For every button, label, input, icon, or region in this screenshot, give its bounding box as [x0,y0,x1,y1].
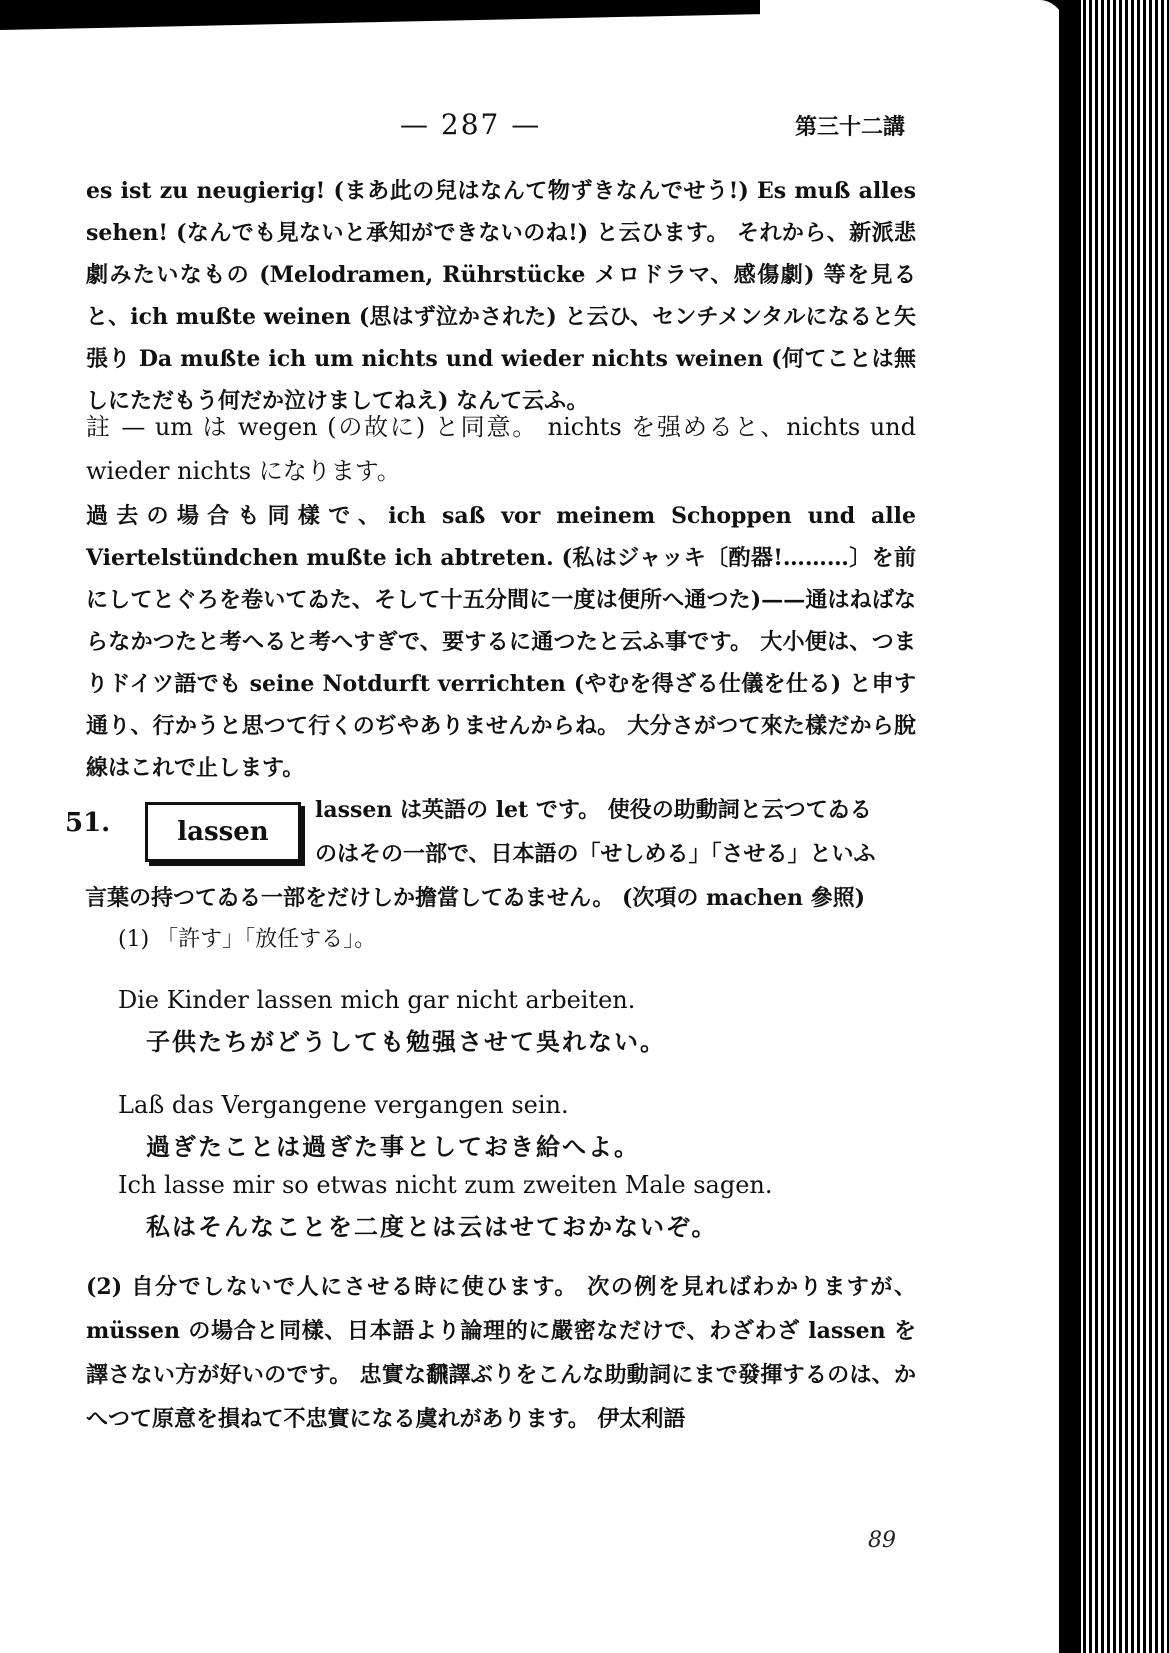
note-text: 註 — um は wegen (の故に) と同意。 nichts を强めると、nichts und wieder nichts になります。 [86,413,916,485]
section-number: 51. [65,808,111,838]
section-intro [315,788,915,876]
section-intro-line2: のはその一部で、日本語の「せしめる」「させる」といふ [315,841,876,867]
page-top-shadow [0,0,760,30]
section-keyword-box [145,802,301,862]
book-page-edges [1059,0,1169,1653]
example-german: Die Kinder lassen mich gar nicht arbeiten. [118,986,636,1014]
example-japanese: 子供たちがどうしても勉强させて吳れない。 [146,1027,666,1056]
example-japanese: 過ぎたことは過ぎた事としておき給へよ。 [146,1132,640,1161]
paragraph-text: 過去の場合も同樣で、ich saß vor meinem Schoppen und alle Viertelstündchen mußte ich abtreten. (私はジャッキ〔酌器!………〕を前にしてとぐろを卷いてゐた、そして十五分間に一度は便所へ通つた)——通はねばならなかつたと考へると考へすぎで、要するに通つたと云ふ事です。 大小便は、つまりドイツ語でも seine Notdurft verrichten (やむを得ざる仕儀を仕る) と申す通り、行かうと思つて行くのぢやありませんからね。 大分さがつて來た樣だから脫線はこれで止します。 [86,503,916,781]
example-2 [118,1085,640,1169]
example-german: Ich lasse mir so etwas nicht zum zweiten Male sagen. [118,1171,773,1199]
note-paragraph [86,405,916,493]
folio-number: 89 [868,1528,896,1553]
running-page-number: — 287 — [400,108,542,141]
paragraph-4: (2) 自分でしないで人にさせる時に使ひます。 次の例を見ればわかりますが、müssen の場合と同樣、日本語より論理的に嚴密なだけで、わざわざ lassen を譯さない方が好いのです。 忠實な飜譯ぶりをこんな助動詞にまで發揮するのは、かへつて原意を損ねて不忠實になる虞れがあります。 伊太利語 [86,1274,916,1432]
chapter-title: 第三十二講 [795,115,906,140]
section-intro-continued: 言葉の持つてゐる一部をだけしか擔當してゐません。 (次項の machen 參照) [85,885,866,911]
paragraph-text: es ist zu neugierig! (まあ此の兒はなんて物ずきなんでせう!) Es muß alles sehen! (なんでも見ないと承知ができないのね!) と云ひます。 それから、新派悲劇みたいなもの (Melodramen, Rührstücke メロドラマ、感傷劇) 等を見ると、ich mußte weinen (思はず泣かされた) と云ひ、センチメンタルになると矢張り Da mußte ich um nichts und wieder nichts weinen (何てことは無しにただもう何だか泣けましてねえ) なんて云ふ。 [86,178,916,414]
paragraph-3 [86,495,916,789]
paragraph-1 [86,170,916,422]
section-intro-line1: lassen は英語の let です。 使役の助動詞と云つてゐる [315,797,872,823]
example-3 [118,1165,773,1249]
example-german: Laß das Vergangene vergangen sein. [118,1091,569,1119]
example-1 [118,980,666,1064]
subsection-heading-1: (1) 「許す」「放任する」。 [118,927,377,952]
example-japanese: 私はそんなことを二度とは云はせておかないぞ。 [146,1212,718,1241]
section-keyword: lassen [177,817,269,847]
binding-shadow [1059,0,1081,1653]
